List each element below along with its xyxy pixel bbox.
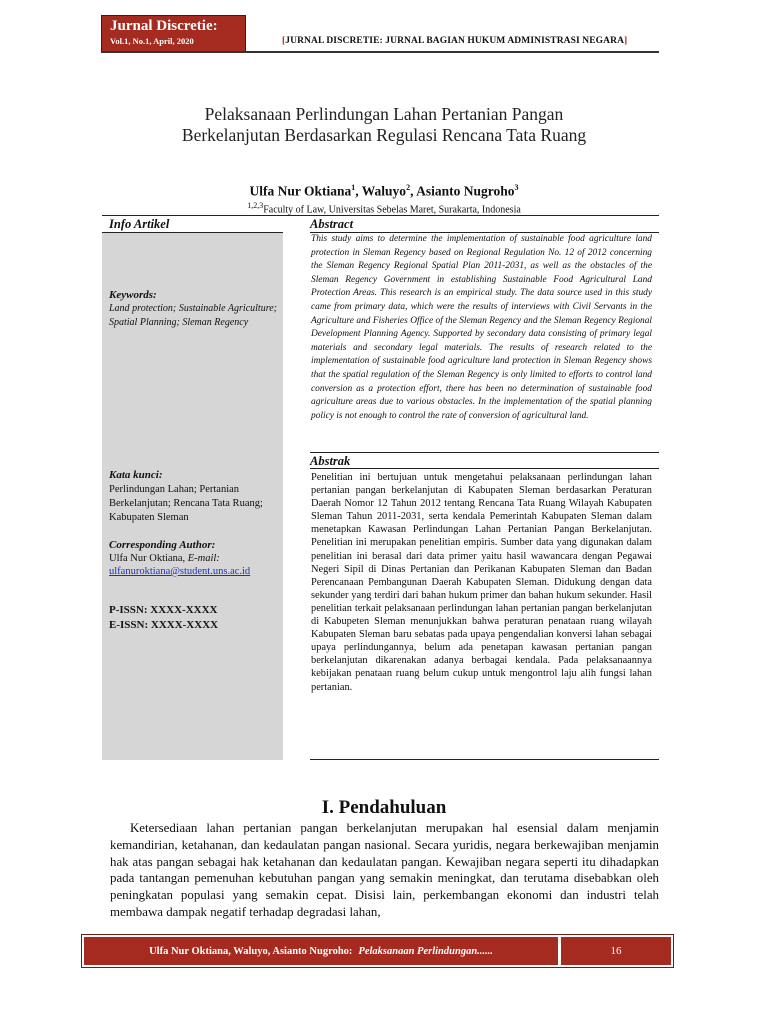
author-email-link[interactable]: ulfanuroktiana@student.uns.ac.id	[109, 566, 251, 577]
abstract-bottom-rule	[310, 759, 659, 760]
corresponding-name-text: Ulfa Nur Oktiana,	[109, 553, 188, 564]
author-1: Ulfa Nur Oktiana	[249, 183, 352, 199]
running-title: JURNAL DISCRETIE: JURNAL BAGIAN HUKUM ADMINISTRASI NEGARA	[285, 36, 625, 46]
info-heading: Info Artikel	[102, 216, 283, 233]
running-header	[282, 36, 627, 46]
journal-badge	[101, 15, 246, 53]
author-1-sup: 1	[351, 183, 356, 192]
title-line-2: Berkelanjutan Berdasarkan Regulasi Rencana Tata Ruang	[181, 125, 587, 145]
journal-name: Jurnal Discretie:	[110, 18, 218, 34]
kata-kunci-label: Kata kunci:	[109, 469, 163, 481]
bracket-close: ]	[624, 36, 628, 46]
keywords-label: Keywords:	[109, 289, 157, 301]
e-issn: E-ISSN: XXXX-XXXX	[109, 619, 219, 631]
author-2-sup: 2	[406, 183, 411, 192]
affiliation-sup: 1,2,3	[247, 201, 264, 210]
abstract-text: This study aims to determine the implementation of sustainable food agriculture land protection in Sleman Regency based on Regional Regulation No. 12 of 2012 concerning the Sleman Regency Regional Spatial Plan 2011-2031, as well as the obstacles of the Sleman Regency Government in establishing Sustainable Food Agricultural Land Protection Areas. This research is an empirical study. The data source used in this study came from primary data, which were the results of interviews with Civil Servants in the Agriculture and Fisheries Office of the Sleman Regency and the Sleman Regency Regional Development Planning Agency. Supported by secondary data consisting of primary legal materials and secondary legal materials. The results of research related to the implementation of sustainable food agriculture land protection in Sleman Regency shows that the spatial regulation of the Sleman Regency is only limited to efforts to control land conversion as a protection effort, there has been no determination of sustainable food agriculture areas due to various obstacles. In the implementation of the spatial planning policy is not enough to control the rate of conversion of agricultural land.	[311, 234, 652, 421]
article-info-panel	[102, 216, 283, 760]
journal-volume: Vol.1, No.1, April, 2020	[110, 36, 194, 46]
author-sep-1: ,	[355, 183, 362, 199]
article-title	[100, 104, 668, 146]
footer-short-title: Pelaksanaan Perlindungan......	[358, 945, 493, 957]
affiliation-text: Faculty of Law, Universitas Sebelas Maret, Surakarta, Indonesia	[263, 204, 521, 216]
corresponding-author-name	[109, 553, 220, 564]
author-3-sup: 3	[514, 183, 519, 192]
abstrak-text: Penelitian ini bertujuan untuk mengetahui pelaksanaan perlindungan lahan pertanian pangan berkelanjutan di Kabupaten Sleman berdasarkan Peraturan Daerah Nomor 12 Tahun 2012 tentang Rencana Tata Ruang Wilayah Kabupaten Sleman Tahun 2011-2031, serta kendala Pemerintah Kabupaten Sleman dalam menetapkan Kawasan Perlindungan Lahan Pertanian Pangan Berkelanjutan. Penelitian ini merupakan penelitian empiris. Sumber data yang digunakan dalam penelitian ini berasal dari data primer yaitu hasil wawancara dengan Pegawai Negeri Sipil di Dinas Pertanian dan Perikanan Kabupaten Sleman dan Badan Perencanaan Pembangunan Daerah Kabupaten Sleman. Didukung dengan data sekunder yang terdiri dari bahan hukum primer dan bahan hukum sekunder. Hasil penelitian terkait pelaksanaan perlindungan lahan pertanian pangan berkelanjutan di Kabupeten Sleman menunjukkan bahwa peraturan penataan ruang wilayah Kabupaten Sleman baru sebatas pada upaya pengendalian konversi lahan sebagai upaya perlindungannya, belum ada penetapan kawasan pertanian pangan berkelanjutan dikarenakan adanya berbagai kendala. Pada pelaksanaannya kebijakan penataan ruang belum cukup untuk mengontrol laju alih fungsi lahan pertanian.	[311, 472, 652, 693]
corresponding-author-label: Corresponding Author:	[109, 539, 216, 551]
author-sep-2: ,	[410, 183, 417, 199]
p-issn: P-ISSN: XXXX-XXXX	[109, 604, 218, 616]
bracket-open: [	[282, 36, 286, 46]
author-2: Waluyo	[361, 183, 407, 199]
footer-citation	[84, 937, 558, 965]
page-footer	[81, 934, 674, 968]
abstrak-heading: Abstrak	[310, 452, 659, 469]
abstract-heading: Abstract	[310, 216, 659, 233]
footer-authors: Ulfa Nur Oktiana, Waluyo, Asianto Nugroho:	[149, 945, 353, 957]
keywords-text: Land protection; Sustainable Agriculture; Spatial Planning; Sleman Regency	[109, 303, 277, 328]
kata-kunci-text: Perlindungan Lahan; Pertanian Berkelanjutan; Rencana Tata Ruang; Kabupaten Sleman	[109, 484, 263, 523]
title-line-1: Pelaksanaan Perlindungan Lahan Pertanian Pangan	[204, 104, 564, 124]
section-heading: I. Pendahuluan	[321, 797, 447, 818]
page-number: 16	[561, 937, 671, 965]
author-3: Asianto Nugroho	[416, 183, 515, 199]
header-divider	[101, 51, 659, 53]
author-list	[100, 183, 668, 200]
section-body: Ketersediaan lahan pertanian pangan berkelanjutan merupakan hal esensial dalam menjamin kemandirian, ketahanan, dan kedaulatan pangan nasional. Secara yuridis, negara berkewajiban menjamin hak atas pangan sebagai hak ketahanan dan kedaulatan pangan. Kewajiban negara seperti itu dihadapkan pada tantangan pemenuhan kebutuhan pangan yang semakin meningkat, dan terutama disebabkan oleh peningkatan populasi yang semakin cepat. Disisi lain, perkembangan ekonomi dan industri telah membawa dampak negatif terhadap degradasi lahan,	[110, 821, 659, 919]
affiliation	[100, 201, 668, 215]
email-label: E-mail:	[187, 553, 220, 564]
